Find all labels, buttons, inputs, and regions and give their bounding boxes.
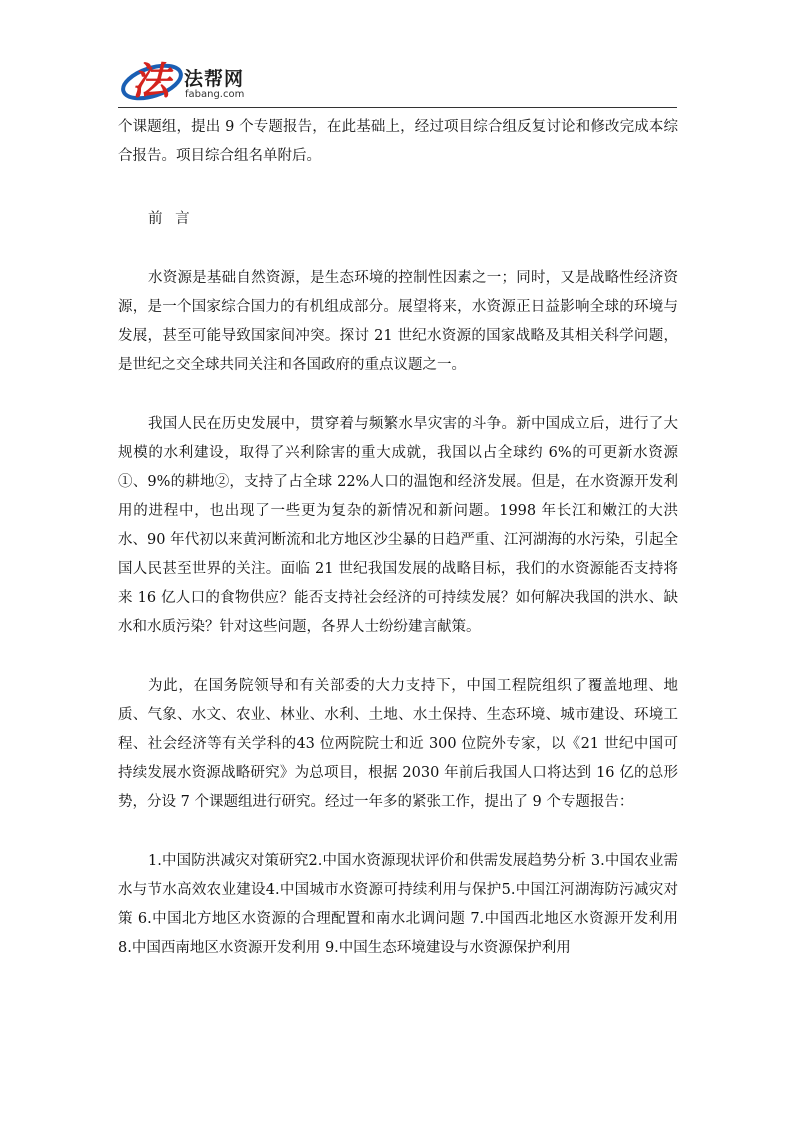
page-header	[118, 52, 678, 108]
document-body	[118, 113, 678, 963]
section-heading: 前 言	[148, 211, 194, 227]
fabang-logo-icon	[118, 52, 188, 108]
paragraph-2: 我国人民在历史发展中，贯穿着与频繁水旱灾害的斗争。新中国成立后，进行了大规模的水利建设，取得了兴利除害的重大成就，我国以占全球约 6%的可更新水资源①、9%的耕地②，支持了占全球 22%人口的温饱和经济发展。但是，在水资源开发利用的进程中，也出现了一些更为复杂的新情况和新问题。1998 年长江和嫩江的大洪水、90 年代初以来黄河断流和北方地区沙尘暴的日趋严重、江河湖海的水污染，引起全国人民甚至世界的关注。面临 21 世纪我国发展的战略目标，我们的水资源能否支持将来 16 亿人口的食物供应？能否支持社会经济的可持续发展？如何解决我国的洪水、缺水和水质污染？针对这些问题，各界人士纷纷建言献策。	[118, 416, 678, 635]
paragraph-4-report-list: 1.中国防洪减灾对策研究2.中国水资源现状评价和供需发展趋势分析 3.中国农业需水与节水高效农业建设4.中国城市水资源可持续利用与保护5.中国江河湖海防污减灾对策 6.中国北方地区水资源的合理配置和南水北调问题 7.中国西北地区水资源开发利用 8.中国西南地区水资源开发利用 9.中国生态环境建设与水资源保护利用	[118, 853, 678, 956]
logo-glyph: 法	[132, 58, 171, 103]
paragraph-3: 为此，在国务院领导和有关部委的大力支持下，中国工程院组织了覆盖地理、地质、气象、水文、农业、林业、水利、土地、水土保持、生态环境、城市建设、环境工程、社会经济等有关学科的43 位两院院士和近 300 位院外专家，以《21 世纪中国可持续发展水资源战略研究》为总项目，根据 2030 年前后我国人口将达到 16 亿的总形势，分设 7 个课题组进行研究。经过一年多的紧张工作，提出了 9 个专题报告：	[118, 678, 678, 810]
header-divider	[118, 107, 677, 108]
paragraph-continued: 个课题组，提出 9 个专题报告，在此基础上，经过项目综合组反复讨论和修改完成本综合报告。项目综合组名单附后。	[118, 119, 678, 164]
brand-name: 法帮网	[184, 68, 245, 90]
paragraph-1: 水资源是基础自然资源，是生态环境的控制性因素之一；同时，又是战略性经济资源，是一个国家综合国力的有机组成部分。展望将来，水资源正日益影响全球的环境与发展，甚至可能导致国家间冲突。探讨 21 世纪水资源的国家战略及其相关科学问题，是世纪之交全球共同关注和各国政府的重点议题之一。	[118, 270, 678, 373]
brand-domain: fabang.com	[185, 89, 245, 100]
